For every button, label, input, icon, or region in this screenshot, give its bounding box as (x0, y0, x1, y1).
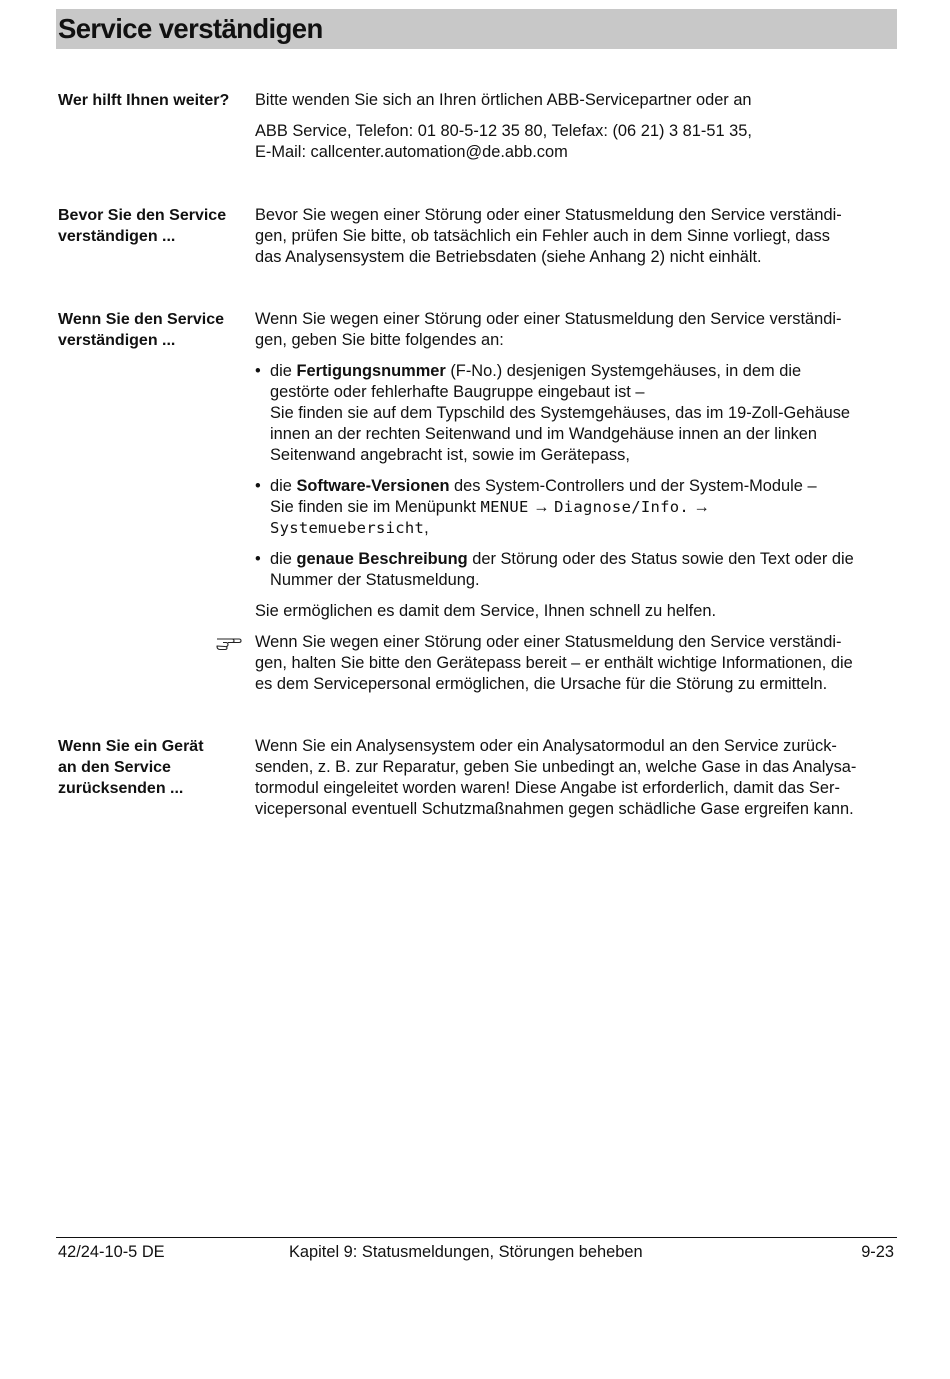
section-help-label: Wer hilft Ihnen weiter? (58, 92, 230, 109)
help-intro: Bitte wenden Sie sich an Ihren örtlichen ABB-Servicepartner oder an (255, 91, 752, 109)
section-when-notify-label-line1: Wenn Sie den Service (58, 311, 224, 328)
help-contact-email: E-Mail: callcenter.automation@de.abb.com (255, 143, 568, 161)
when-notify-intro-line2: gen, geben Sie bitte folgendes an: (255, 331, 504, 349)
bullet-icon: • (255, 550, 261, 568)
note-line2: gen, halten Sie bitte den Gerätepass bereit – er enthält wichtige Informationen, die (255, 654, 853, 672)
section-return-label-line3: zurücksenden ... (58, 780, 184, 797)
bullet3-line2: Nummer der Statusmeldung. (270, 571, 480, 589)
bullet1-line2: gestörte oder fehlerhafte Baugruppe eingebaut ist – (270, 383, 645, 401)
arrow-right-icon: → (689, 498, 710, 516)
note-line1: Wenn Sie wegen einer Störung oder einer Statusmeldung den Service verständi- (255, 633, 842, 651)
section-return-label-line1: Wenn Sie ein Gerät (58, 738, 204, 755)
section-return-label-line2: an den Service (58, 759, 171, 776)
section-when-notify-label-line2: verständigen ... (58, 332, 176, 349)
footer-doc-number: 42/24-10-5 DE (58, 1243, 165, 1261)
section-help-content (255, 90, 895, 163)
return-line1: Wenn Sie ein Analysensystem oder ein Analysatormodul an den Service zurück- (255, 737, 837, 755)
list-item (255, 361, 895, 466)
return-paragraph (255, 736, 895, 820)
bullet2-end: , (424, 519, 429, 537)
list-item (255, 549, 895, 591)
bullet1-line4: innen an der rechten Seitenwand und im Wandgehäuse innen an der linken (270, 425, 818, 443)
section-when-notify-label (58, 309, 243, 351)
section-before-label-line2: verständigen ... (58, 228, 176, 245)
help-contact-phone: ABB Service, Telefon: 01 80-5-12 35 80, Telefax: (06 21) 3 81-51 35, (255, 122, 752, 140)
bullet2-line2: Sie finden sie im Menüpunkt (270, 498, 481, 516)
bullet1-line5: Seitenwand angebracht ist, sowie im Gerätepass, (270, 446, 630, 464)
section-before-content (255, 205, 895, 268)
note-paragraph (255, 632, 895, 695)
bullet1-prefix: die (270, 362, 297, 380)
return-line3: tormodul eingeleitet worden waren! Diese Angabe ist erforderlich, damit das Ser- (255, 779, 840, 797)
pointing-hand-icon (215, 632, 243, 652)
menu-path-diagnose: Diagnose/Info. (554, 498, 689, 516)
page-title: Service verständigen (58, 13, 323, 44)
info-list (255, 361, 895, 591)
help-contact (255, 121, 895, 163)
bullet1-bold: Fertigungsnummer (296, 362, 446, 380)
when-notify-intro-line1: Wenn Sie wegen einer Störung oder einer Statusmeldung den Service verständi- (255, 310, 842, 328)
bullet3-prefix: die (270, 550, 297, 568)
bullet3-line1: der Störung oder des Status sowie den Text oder die (467, 550, 854, 568)
before-line2: gen, prüfen Sie bitte, ob tatsächlich ein Fehler auch in dem Sinne vorliegt, dass (255, 227, 830, 245)
page-title-bar (56, 9, 897, 49)
bullet1-line3: Sie finden sie auf dem Typschild des Systemgehäuses, das im 19-Zoll-Gehäuse (270, 404, 851, 422)
footer-chapter: Kapitel 9: Statusmeldungen, Störungen beheben (289, 1243, 643, 1261)
before-line3: das Analysensystem die Betriebsdaten (siehe Anhang 2) nicht einhält. (255, 248, 762, 266)
section-before-label-line1: Bevor Sie den Service (58, 207, 227, 224)
bullet-icon: • (255, 362, 261, 380)
when-notify-intro (255, 309, 895, 351)
footer-divider (56, 1237, 897, 1238)
section-before-label (58, 205, 243, 247)
before-line1: Bevor Sie wegen einer Störung oder einer Statusmeldung den Service verständi- (255, 206, 842, 224)
footer-page-number: 9-23 (861, 1243, 894, 1261)
note-line3: es dem Servicepersonal ermöglichen, die Ursache für die Störung zu ermitteln. (255, 675, 828, 693)
bullet-icon: • (255, 477, 261, 495)
arrow-right-icon: → (528, 498, 555, 516)
bullet1-line1: (F-No.) desjenigen Systemgehäuses, in dem die (445, 362, 802, 380)
list-item (255, 476, 895, 539)
bullet2-prefix: die (270, 477, 297, 495)
before-paragraph (255, 205, 895, 268)
section-return-content (255, 736, 895, 820)
menu-path-menue: MENUE (480, 498, 529, 516)
return-line4: vicepersonal eventuell Schutzmaßnahmen gegen schädliche Gase ergreifen kann. (255, 800, 854, 818)
bullet2-bold: Software-Versionen (296, 477, 450, 495)
menu-path-systemuebersicht: Systemuebersicht (270, 519, 425, 537)
when-notify-closing: Sie ermöglichen es damit dem Service, Ihnen schnell zu helfen. (255, 602, 717, 620)
bullet3-bold: genaue Beschreibung (296, 550, 468, 568)
return-line2: senden, z. B. zur Reparatur, geben Sie unbedingt an, welche Gase in das Analysa- (255, 758, 857, 776)
section-return-label (58, 736, 243, 799)
section-when-notify-content (255, 309, 895, 695)
bullet2-line1: des System-Controllers und der System-Module – (449, 477, 817, 495)
